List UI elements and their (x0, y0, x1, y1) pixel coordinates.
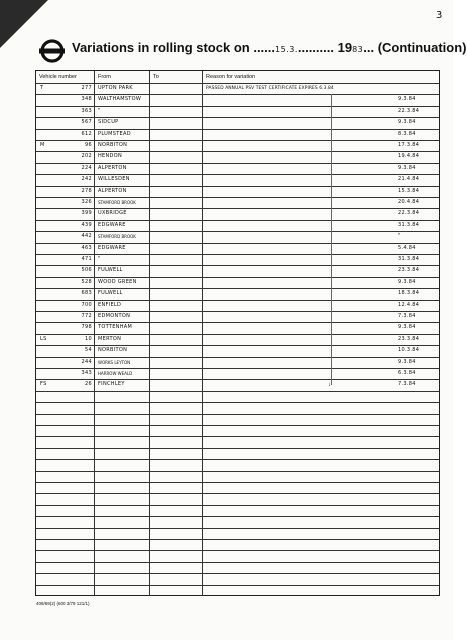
vehicle-number: 54 (85, 347, 92, 354)
from-garage: EDGWARE (98, 244, 126, 251)
column-header-vehicle-number: Vehicle number (39, 74, 77, 80)
title-year-prefix: 19 (337, 40, 353, 55)
vehicle-number: 567 (81, 119, 92, 126)
vehicle-number: 242 (81, 176, 92, 183)
row-divider (36, 402, 439, 403)
from-garage: PLUMSTEAD (98, 130, 131, 137)
from-garage: UPTON PARK (98, 85, 133, 91)
row-divider (36, 368, 439, 369)
vehicle-number: 277 (81, 85, 92, 91)
vehicle-number: 700 (81, 301, 92, 308)
from-garage: ALPERTON (98, 187, 127, 194)
vehicle-number: 399 (81, 210, 92, 217)
vehicle-class-prefix: T (40, 85, 44, 91)
title-year: 83 (352, 45, 364, 54)
vehicle-number: 442 (81, 233, 92, 240)
title-day-month: 15.3. (275, 45, 298, 54)
from-garage: WALTHAMSTOW (98, 96, 142, 103)
vehicle-class-prefix: FS (40, 381, 47, 388)
from-garage: EDMONTON (98, 313, 131, 319)
row-divider (36, 357, 439, 358)
row-divider (36, 311, 439, 312)
from-garage: FULWELL (98, 290, 123, 297)
row-divider (36, 379, 439, 380)
row-divider (36, 254, 439, 255)
variation-reason: 9.3.84 (398, 164, 416, 171)
variation-reason: 22.3.84 (398, 107, 420, 114)
row-divider (36, 197, 439, 198)
row-divider (36, 562, 439, 563)
variation-reason: 31.3.84 (398, 256, 420, 262)
vehicle-number: 612 (81, 130, 92, 137)
row-divider (36, 471, 439, 472)
variation-reason: 9.3.84 (398, 358, 416, 365)
row-divider (36, 391, 439, 392)
row-divider (36, 117, 439, 118)
variation-reason: 9.3.84 (398, 324, 416, 331)
from-garage: MERTON (98, 335, 122, 342)
row-divider (36, 334, 439, 335)
vehicle-number: 10 (85, 335, 92, 342)
variation-reason: 23.3.84 (398, 335, 420, 342)
vehicle-number: 326 (81, 199, 92, 205)
variation-reason: 21.4.84 (398, 176, 420, 183)
london-transport-roundel-icon (39, 38, 65, 64)
from-garage: SIDCUP (98, 119, 119, 126)
variation-reason: 6.3.84 (398, 370, 416, 376)
variation-reason: 9.3.84 (398, 119, 416, 126)
row-divider (36, 288, 439, 289)
row-divider (36, 129, 439, 130)
row-divider (36, 539, 439, 540)
row-divider (36, 528, 439, 529)
variation-table (35, 70, 440, 596)
vehicle-number: 363 (81, 107, 92, 114)
from-garage: HENDON (98, 153, 122, 160)
row-divider (36, 208, 439, 209)
variation-reason: 18.3.84 (398, 290, 420, 297)
column-divider (202, 71, 203, 595)
from-garage: NORBITON (98, 142, 128, 148)
from-garage: EDGWARE (98, 221, 126, 228)
variation-reason: 12.4.84 (398, 301, 420, 308)
row-divider (36, 459, 439, 460)
vehicle-number: 798 (81, 324, 92, 331)
row-divider (36, 220, 439, 221)
from-garage: STAMFORD BROOK (98, 200, 136, 205)
variation-reason: 9.3.84 (398, 96, 416, 103)
variation-reason: 15.3.84 (398, 187, 420, 194)
page-number: 3 (436, 10, 443, 21)
from-garage: UXBRIDGE (98, 210, 127, 217)
variation-reason: 5.4.84 (398, 244, 416, 251)
vehicle-number: 439 (81, 221, 92, 228)
row-divider (36, 516, 439, 517)
column-header-to: To (153, 74, 159, 80)
row-divider (36, 585, 439, 586)
title-suffix: (Continuation) (377, 40, 467, 55)
from-garage: TOTTENHAM (98, 324, 133, 331)
row-divider (36, 265, 439, 266)
column-divider (149, 71, 150, 595)
row-divider (36, 186, 439, 187)
from-garage: " (98, 256, 101, 262)
from-garage: HARROW WEALD (98, 371, 133, 376)
vehicle-number: 244 (81, 358, 92, 365)
column-header-reason: Reason for variation (206, 74, 256, 80)
vehicle-number: 96 (85, 142, 92, 148)
from-garage: STAMFORD BROOK (98, 234, 136, 240)
from-garage: FINCHLEY (98, 381, 125, 388)
vehicle-number: 224 (81, 164, 92, 171)
from-garage: WILLESDEN (98, 176, 130, 183)
vehicle-number: 202 (81, 153, 92, 160)
from-garage: ENFIELD (98, 301, 122, 308)
vehicle-number: 348 (81, 96, 92, 103)
row-divider (36, 493, 439, 494)
vehicle-number: 26 (85, 381, 92, 388)
column-divider (94, 71, 95, 595)
variation-reason: 23.3.84 (398, 267, 420, 274)
from-garage: NORBITON (98, 347, 128, 354)
row-divider (36, 163, 439, 164)
row-divider (36, 436, 439, 437)
variation-reason: 7.3.84 (398, 313, 416, 319)
variation-reason: 20.4.84 (398, 199, 420, 205)
vehicle-number: 683 (81, 290, 92, 297)
vehicle-number: 278 (81, 187, 92, 194)
row-divider (36, 573, 439, 574)
row-divider (36, 174, 439, 175)
variation-reason: 22.3.84 (398, 210, 420, 217)
from-garage: " (98, 107, 101, 114)
row-divider (36, 94, 439, 95)
vehicle-class-prefix: M (40, 142, 45, 148)
variation-reason: PASSED ANNUAL PSV TEST CERTIFICATE EXPIRES 6.3.84 (206, 86, 334, 91)
row-divider (36, 505, 439, 506)
row-divider (36, 448, 439, 449)
variation-reason: 9.3.84 (398, 278, 416, 285)
row-divider (36, 151, 439, 152)
variation-reason: 31.3.84 (398, 221, 420, 228)
from-garage: FULWELL (98, 267, 123, 274)
variation-reason: 17.3.84 (398, 142, 420, 148)
vehicle-number: 772 (81, 313, 92, 319)
vehicle-class-prefix: LS (40, 335, 47, 342)
form-title: Variations in rolling stock on ......15.3........... 1983... (Continuation) (72, 40, 467, 55)
from-garage: WOOD GREEN (98, 278, 137, 285)
variation-reason: 19.4.84 (398, 153, 420, 160)
row-divider (36, 140, 439, 141)
row-divider (36, 106, 439, 107)
from-garage: ALPERTON (98, 164, 127, 171)
form-reference: 408/69(2) (600 3/79 121/1) (36, 601, 90, 606)
variation-reason: 7.3.84 (398, 381, 416, 388)
row-divider (36, 231, 439, 232)
variation-reason: 8.3.84 (398, 130, 416, 137)
row-divider (36, 243, 439, 244)
column-header-from: From (98, 74, 111, 80)
row-divider (36, 414, 439, 415)
variation-reason: 10.3.84 (398, 347, 420, 354)
vehicle-number: 463 (81, 244, 92, 251)
from-garage: WORKS LEYTON (98, 359, 131, 365)
vehicle-number: 528 (81, 278, 92, 285)
row-divider (36, 277, 439, 278)
vehicle-number: 506 (81, 267, 92, 274)
ditto-line (331, 94, 332, 385)
vehicle-number: 471 (81, 256, 92, 262)
row-divider (36, 322, 439, 323)
row-divider (36, 482, 439, 483)
ditto-arrow-icon: ↓ (328, 381, 331, 388)
vehicle-number: 343 (81, 370, 92, 376)
row-divider (36, 425, 439, 426)
row-divider (36, 345, 439, 346)
title-prefix: Variations in rolling stock on (72, 40, 250, 55)
row-divider (36, 550, 439, 551)
row-divider (36, 300, 439, 301)
variation-reason: " (398, 233, 401, 240)
